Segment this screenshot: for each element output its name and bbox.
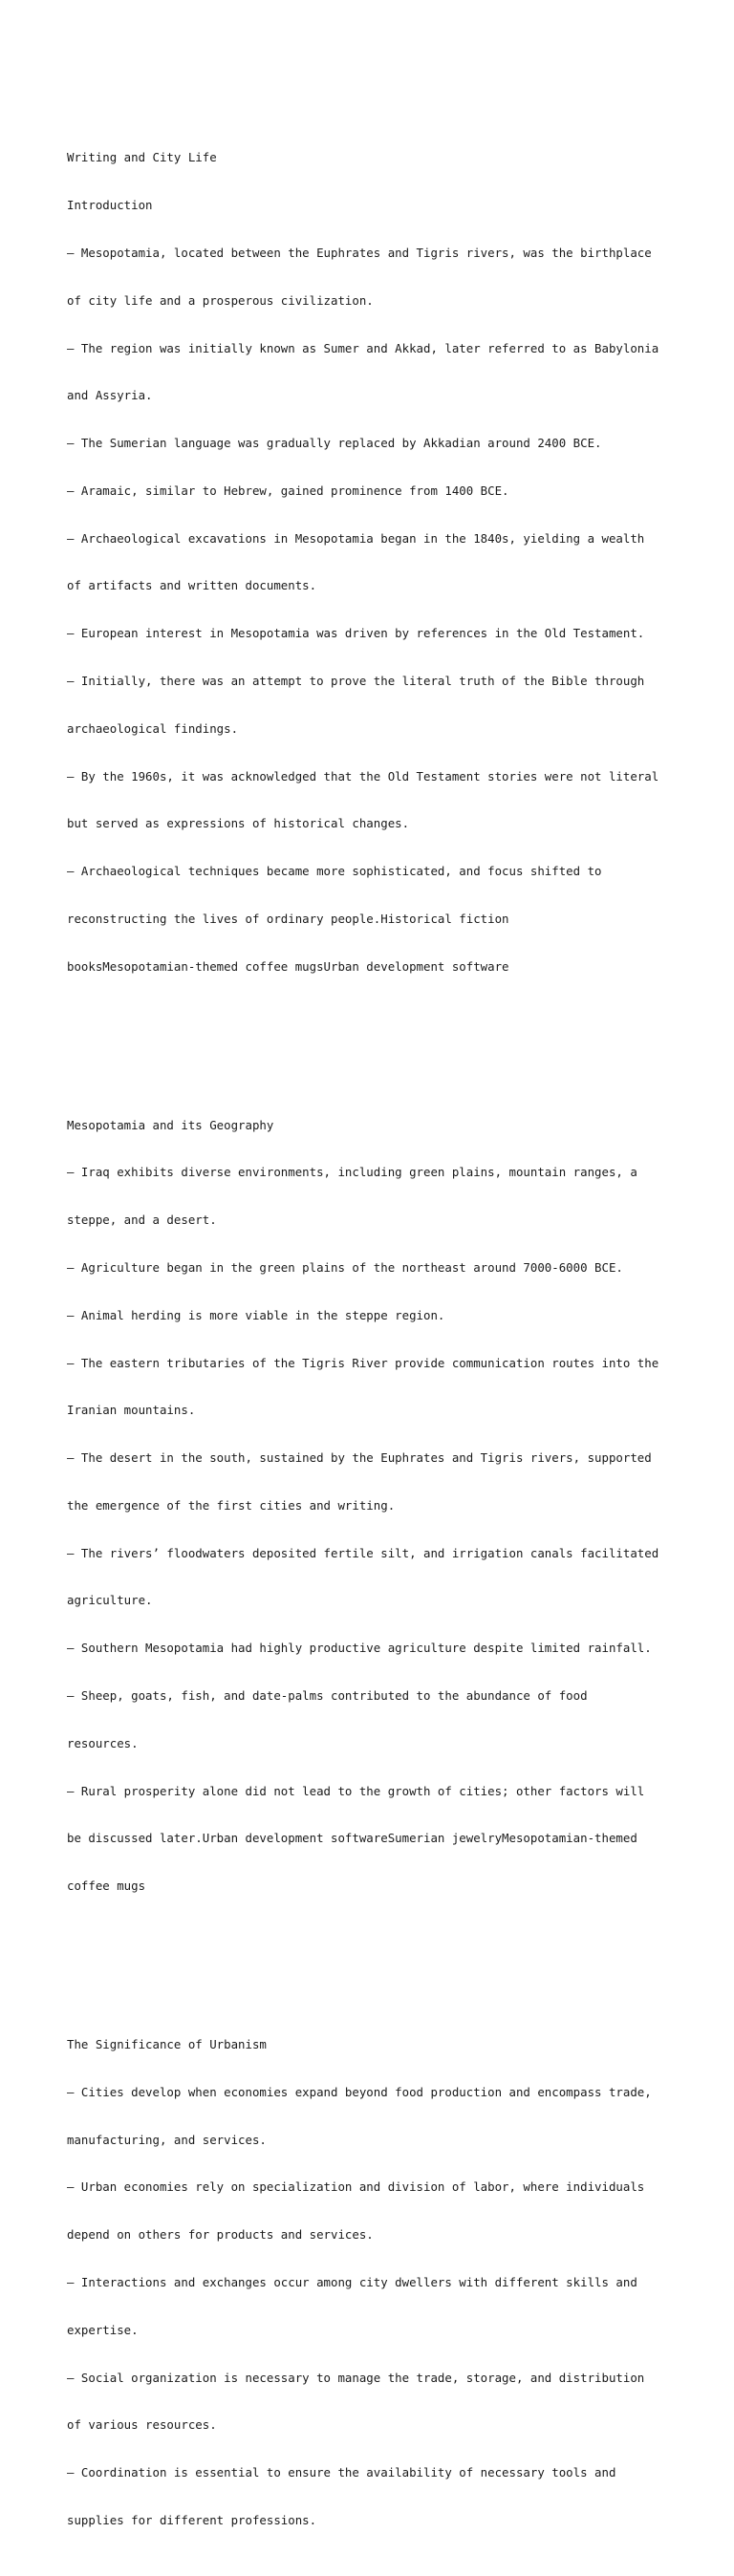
text-line: – Mesopotamia, located between the Euphrates and Tigris rivers, was the birthplace (67, 245, 652, 260)
text-line: depend on others for products and services. (67, 2227, 374, 2243)
section-writing-and-city-life (67, 118, 698, 1006)
text-line: of various resources. (67, 2417, 217, 2433)
text-line: coffee mugs (67, 1878, 146, 1894)
section-significance-of-urbanism (67, 2006, 698, 2561)
text-line: – By the 1960s, it was acknowledged that the Old Testament stories were not literal (67, 768, 659, 784)
text-line: – Archaeological techniques became more sophisticated, and focus shifted to (67, 864, 602, 879)
text-line: the emergence of the first cities and writing. (67, 1497, 396, 1513)
section-title: Mesopotamia and its Geography (67, 1117, 274, 1132)
text-line: – Archaeological excavations in Mesopotamia began in the 1840s, yielding a wealth (67, 530, 645, 546)
text-line: expertise. (67, 2322, 139, 2337)
text-line: but served as expressions of historical changes. (67, 816, 410, 831)
text-line: – The Sumerian language was gradually replaced by Akkadian around 2400 BCE. (67, 436, 602, 451)
text-line: – Cities develop when economies expand beyond food production and encompass trade, (67, 2084, 652, 2099)
text-line: – Initially, there was an attempt to prove the literal truth of the Bible through (67, 673, 645, 688)
text-line: – Animal herding is more viable in the steppe region. (67, 1307, 445, 1322)
subsection-title: Introduction (67, 198, 153, 213)
text-line: steppe, and a desert. (67, 1213, 217, 1228)
text-line: – Agriculture began in the green plains of the northeast around 7000-6000 BCE. (67, 1259, 623, 1275)
text-line: reconstructing the lives of ordinary people.Historical fiction (67, 911, 509, 926)
text-line: – Social organization is necessary to manage the trade, storage, and distribution (67, 2370, 645, 2385)
document-page (67, 87, 698, 2576)
section-title: The Significance of Urbanism (67, 2037, 267, 2052)
text-line: be discussed later.Urban development softwareSumerian jewelryMesopotamian-themed (67, 1831, 637, 1846)
text-line: of city life and a prosperous civilization. (67, 292, 374, 308)
text-line: – The rivers’ floodwaters deposited fertile silt, and irrigation canals facilitated (67, 1545, 659, 1560)
text-line: – Interactions and exchanges occur among city dwellers with different skills and (67, 2274, 637, 2289)
section-title: Writing and City Life (67, 150, 217, 165)
text-line: – The region was initially known as Sumer and Akkad, later referred to as Babylonia (67, 340, 659, 355)
text-line: – Rural prosperity alone did not lead to the growth of cities; other factors will (67, 1783, 645, 1798)
text-line: – European interest in Mesopotamia was driven by references in the Old Testament. (67, 626, 645, 641)
text-line: – The eastern tributaries of the Tigris River provide communication routes into the (67, 1355, 659, 1370)
section-mesopotamia-geography (67, 1085, 698, 1925)
text-line: of artifacts and written documents. (67, 578, 317, 593)
text-line: – Aramaic, similar to Hebrew, gained prominence from 1400 BCE. (67, 483, 509, 498)
text-line: manufacturing, and services. (67, 2132, 267, 2147)
text-line: supplies for different professions. (67, 2512, 317, 2527)
text-line: – Southern Mesopotamia had highly productive agriculture despite limited rainfall. (67, 1641, 652, 1656)
text-line: archaeological findings. (67, 720, 239, 736)
text-line: – Iraq exhibits diverse environments, including green plains, mountain ranges, a (67, 1165, 637, 1180)
text-line: agriculture. (67, 1593, 153, 1608)
text-line: Iranian mountains. (67, 1403, 196, 1418)
text-line: and Assyria. (67, 388, 153, 403)
text-line: resources. (67, 1735, 139, 1750)
text-line: – The desert in the south, sustained by the Euphrates and Tigris rivers, supported (67, 1450, 652, 1466)
text-line: – Sheep, goats, fish, and date-palms contributed to the abundance of food (67, 1687, 588, 1703)
text-line: – Coordination is essential to ensure the availability of necessary tools and (67, 2465, 616, 2480)
text-line: – Urban economies rely on specialization and division of labor, where individuals (67, 2179, 645, 2195)
text-line: booksMesopotamian-themed coffee mugsUrban development software (67, 958, 509, 974)
